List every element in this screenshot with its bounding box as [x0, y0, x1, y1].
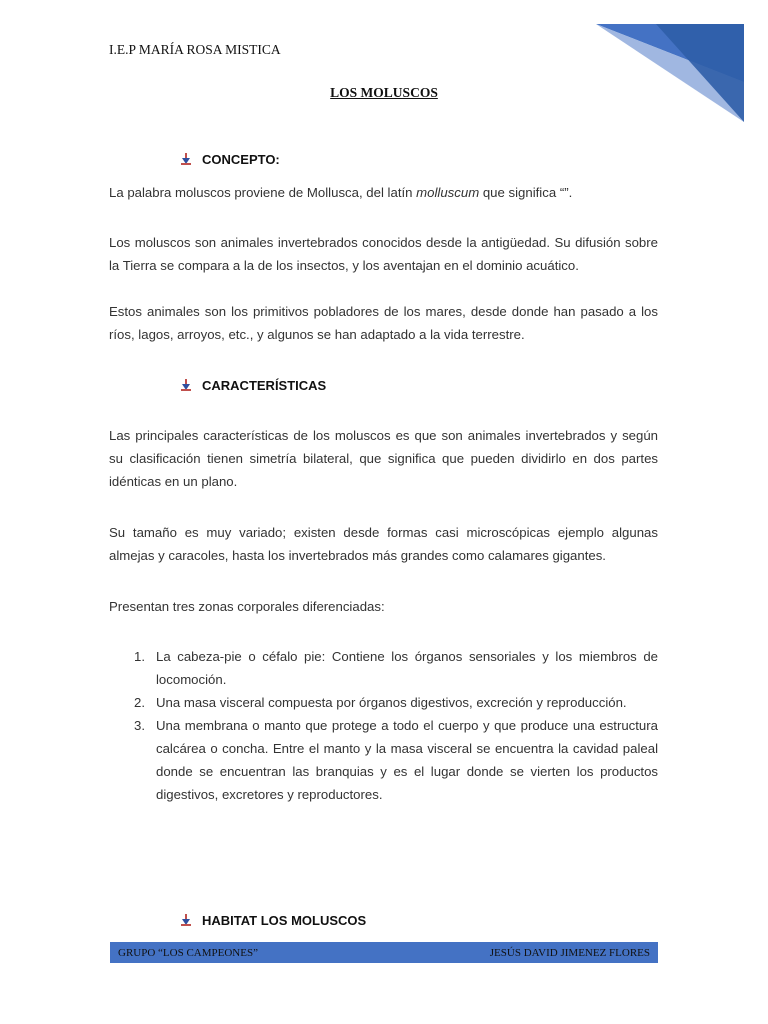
footer-group-name: GRUPO “LOS CAMPEONES” [118, 946, 258, 959]
list-number: 1. [134, 649, 145, 664]
list-item-text: Una membrana o manto que protege a todo el cuerpo y que produce una estructura calcárea o concha. Entre el manto y la masa visceral se encuentra la cavidad paleal donde se encuentran las branquias y es el lugar donde se vierten los productos digestivos, excretores y reproductores. [156, 718, 658, 802]
section-heading-label: CONCEPTO: [202, 151, 280, 167]
list-item [109, 714, 658, 806]
school-name: I.E.P MARÍA ROSA MISTICA [109, 42, 281, 57]
list-item [109, 691, 658, 714]
paragraph-text: La palabra moluscos proviene de Mollusca, del latín [109, 185, 417, 200]
section-heading-label: HABITAT LOS MOLUSCOS [202, 912, 367, 928]
section-heading-concepto [180, 149, 280, 169]
body-zones-list [109, 645, 658, 806]
list-item [109, 645, 658, 691]
section-heading-habitat [180, 910, 366, 930]
paragraph: Su tamaño es muy variado; existen desde formas casi microscópicas ejemplo algunas almejas y caracoles, hasta los invertebrados más grandes como calamares gigantes. [109, 525, 658, 563]
page-footer [110, 942, 658, 963]
list-item-text: La cabeza-pie o céfalo pie: Contiene los órganos sensoriales y los miembros de locomoción. [156, 649, 658, 687]
section-heading-caracteristicas [180, 375, 326, 395]
paragraph: Presentan tres zonas corporales diferenciadas: [109, 599, 385, 614]
paragraph [109, 181, 658, 204]
page-title: LOS MOLUSCOS [330, 85, 438, 100]
list-number: 3. [134, 718, 145, 733]
arrow-bullet-icon [180, 153, 192, 165]
arrow-bullet-icon [180, 914, 192, 926]
latin-term: molluscum [416, 185, 480, 200]
arrow-bullet-icon [180, 379, 192, 391]
section-heading-label: CARACTERÍSTICAS [202, 377, 327, 393]
paragraph-text: que significa “”. [479, 185, 573, 200]
paragraph: Los moluscos son animales invertebrados conocidos desde la antigüedad. Su difusión sobre la Tierra se compara a la de los insectos, y los aventajan en el dominio acuático. [109, 235, 658, 273]
paragraph: Estos animales son los primitivos pobladores de los mares, desde donde han pasado a los ríos, lagos, arroyos, etc., y algunos se han adaptado a la vida terrestre. [109, 304, 658, 342]
list-item-text: Una masa visceral compuesta por órganos digestivos, excreción y reproducción. [156, 695, 627, 710]
paragraph: Las principales características de los moluscos es que son animales invertebrados y según su clasificación tienen simetría bilateral, que significa que pueden dividirlo en dos partes idénticas en un plano. [109, 428, 658, 489]
list-number: 2. [134, 695, 145, 710]
footer-author: JESÚS DAVID JIMENEZ FLORES [489, 946, 650, 959]
corner-decoration [596, 22, 746, 124]
